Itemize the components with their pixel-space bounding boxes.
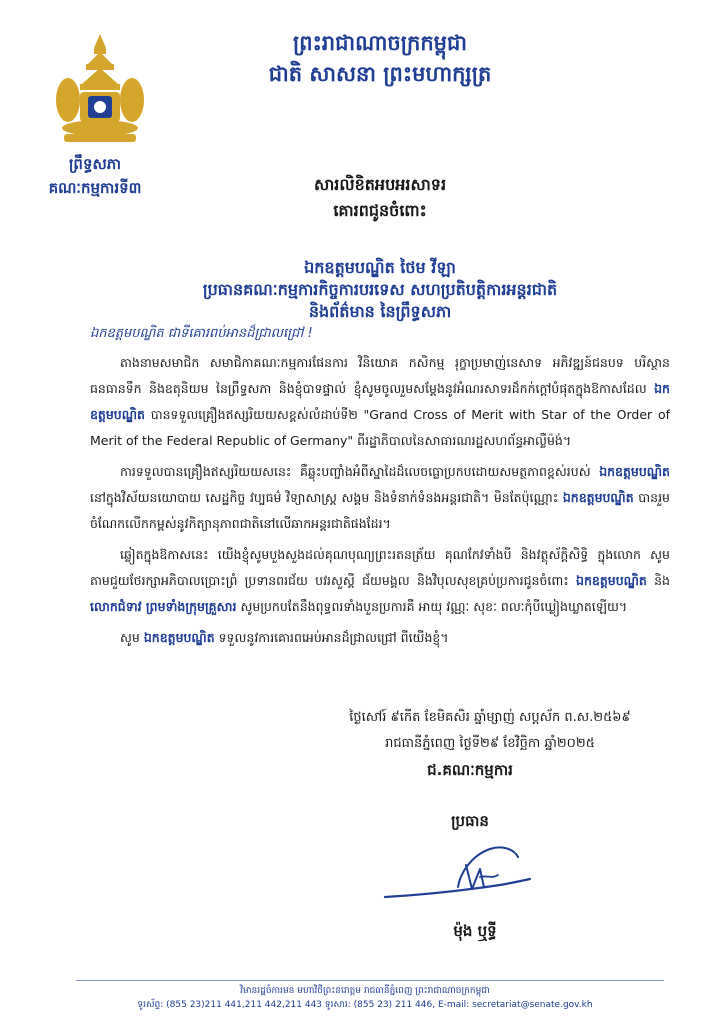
paragraph-1-text: បានទទួលគ្រឿងឥស្សរិយយសខ្ពស់លំដាប់ទី២ "Grand Cross of Merit with Star of the Order of Merit of the Federal Republic of Germany" ពីរដ្ឋាភិបាលនៃសាធារណរដ្ឋសហព័ន្ធអាល្លឺម៉ង់។ (90, 407, 670, 448)
honorific-emphasis: ឯកឧត្តមបណ្ឌិត (143, 630, 215, 645)
recipient-title-line1: ប្រធានគណៈកម្មការកិច្ចការបរទេស សហប្រតិបត្តិការអន្តរជាតិ (202, 280, 558, 299)
senate-name: ព្រឹទ្ធសភា (68, 155, 122, 173)
handwritten-signature-icon (380, 835, 550, 915)
paragraph-2-text: ការទទួលបានគ្រឿងឥស្សរិយយសនេះ គឺឆ្លុះបញ្ចាំងអំពីស្នាដៃដ៏លេចធ្លោប្រកបដោយសមត្ថភាពខ្ពស់របស់ (120, 464, 591, 479)
committee-name: គណៈកម្មការទី៣ (48, 179, 142, 197)
paragraph-3-text: ឆ្លៀតក្នុងឱកាសនេះ យើងខ្ញុំសូមបួងសួងដល់គុណបុណ្យព្រះរតនត្រ័យ គុណកែវទាំងបី និងវត្ថុស័ក្តិសិទ្ធិ ក្នុងលោក សូមតាមជួយថែរក្សាអភិបាលប្រោះព្រំ ប្រទានពរជ័យ បវរសួស្តី ជ័យមង្គល និងវិបុលសុខគ្រប់ប្រការជូនចំពោះ (90, 547, 670, 588)
kingdom-name: ព្រះរាជាណាចក្រកម្ពុជា (292, 31, 467, 55)
senate-committee-name (10, 152, 180, 200)
recipient-block (90, 257, 670, 323)
paragraph-2-text: នៅក្នុងវិស័យនយោបាយ សេដ្ឋកិច្ច វប្បធម៌ វិទ្យាសាស្ត្រ សង្គម និងទំនាក់ទំនងអន្តរជាតិ។ មិនតែប៉ុណ្ណោះ (90, 490, 559, 505)
recipient-name: ឯកឧត្តមបណ្ឌិត ថៃម វីឡា (304, 258, 456, 277)
letter-date (300, 705, 680, 757)
letter-title-line2: គោរពជូនចំពោះ (333, 201, 427, 220)
paragraph-4-text: ទទួលនូវការគោរពអេប់អានដ៏ជ្រាលជ្រៅ ពីយើងខ្ញុំ។ (218, 630, 449, 645)
paragraph-1-text: តាងនាមសមាជិក សមាជិកាគណៈកម្មការផែនការ វិនិយោគ កសិកម្ម រុក្ខាប្រមាញ់នេសាទ អភិវឌ្ឍន៍ជនបទ បរិស្ថាន ធនធានទឹក និងឧតុនិយម នៃព្រឹទ្ធសភា និងខ្ញុំបាទផ្ទាល់ ខ្ញុំសូមចូលរួមសម្តែងនូវអំណរសាទរដ៏កក់ក្តៅបំផុតក្នុងឱកាសដែល (90, 355, 670, 396)
nation-motto: ជាតិ សាសនា ព្រះមហាក្សត្រ (268, 62, 492, 86)
honorific-emphasis: ឯកឧត្តមបណ្ឌិត (90, 381, 670, 422)
committee-signatory: ជ.គណៈកម្មការ (427, 761, 513, 779)
honorific-emphasis: លោកជំទាវ ព្រមទាំងក្រុមគ្រួសារ (90, 599, 237, 614)
paragraph-3-text: និង (654, 573, 670, 588)
paragraph-2 (90, 459, 670, 537)
honorific-emphasis: ឯកឧត្តមបណ្ឌិត (576, 573, 647, 588)
paragraph-4 (90, 625, 670, 651)
letter-title (200, 172, 560, 224)
signatory-role: ប្រធាន (451, 812, 489, 830)
recipient-title-line2: និងព័ត៌មាន នៃព្រឹទ្ធសភា (308, 302, 452, 321)
senate-emblem-icon (50, 30, 150, 150)
footer-address: វិមានរដ្ឋចំការមន មហាវិថីព្រះនរោត្តម រាជធានីភ្នំពេញ ព្រះរាជាណាចក្រកម្ពុជា (240, 986, 490, 996)
kingdom-motto (180, 28, 580, 90)
paragraph-3 (90, 542, 670, 620)
honorific-emphasis: ឯកឧត្តមបណ្ឌិត (599, 464, 670, 479)
footer-contact: ទូរស័ព្ទ: (855 23)211 441,211 442,211 443 ទូរសារ: (855 23) 211 446, E-mail: secretariat@senate.gov.kh (137, 1000, 593, 1010)
letter-title-line1: សារលិខិតអបអរសាទរ (313, 175, 447, 194)
paragraph-2-text: បានរួមចំណែកលើកកម្ពស់នូវកិត្យានុភាពជាតិនៅលើឆាកអន្តរជាតិផងដែរ។ (90, 490, 670, 531)
paragraph-1 (90, 350, 670, 454)
salutation: ឯកឧត្តមបណ្ឌិត ជាទីគោរពប់អានដ៏ជ្រាលជ្រៅ ! (90, 326, 313, 341)
lunar-date: ថ្ងៃសៅរ៍ ៩កើត ខែមិគសិរ ឆ្នាំម្សាញ់ សប្តស័ក ព.ស.២៥៦៩ (349, 710, 631, 725)
letter-body (90, 350, 670, 656)
solar-date: រាជធានីភ្នំពេញ ថ្ងៃទី២៩ ខែវិច្ឆិកា ឆ្នាំ២០២៥ (385, 736, 595, 751)
paragraph-3-text: សូមប្រកបតែនឹងពុទ្ធពរទាំងបួនប្រការគឺ អាយុ វណ្ណៈ សុខៈ ពលៈកុំបីឃ្លៀងឃ្លាតឡើយ។ (240, 599, 628, 614)
paragraph-4-text: សូម (120, 630, 140, 645)
footer (40, 984, 690, 1012)
footer-divider (76, 980, 664, 981)
honorific-emphasis: ឯកឧត្តមបណ្ឌិត (562, 490, 634, 505)
signer-name: ម៉ុង ឬទ្ធី (453, 922, 497, 940)
